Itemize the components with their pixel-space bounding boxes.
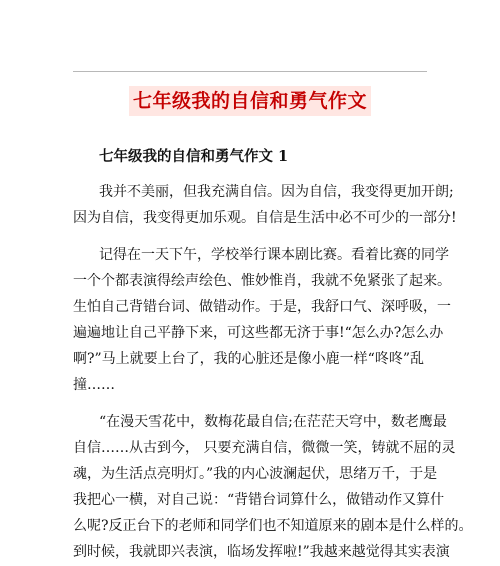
paragraph-2-line-4: 遍遍地让自己平静下来，可这些都无济于事!“怎么办?怎么办 [73, 325, 444, 341]
paragraph-3-line-1: “在漫天雪花中，数梅花最自信;在茫茫天穹中，数老鹰最 [99, 414, 447, 430]
paragraph-2-line-5: 啊?”马上就要上台了，我的心脏还是像小鹿一样“咚咚”乱 [73, 351, 424, 367]
paragraph-3-line-6: 到时候，我就即兴表演，临场发挥啦!”我越来越觉得其实表演 [73, 544, 450, 560]
paragraph-1-line-1: 我并不美丽，但我充满自信。因为自信，我变得更加开朗; [99, 184, 454, 200]
title-container [0, 86, 500, 116]
paragraph-3-line-2: 自信……从古到今， 只要充满自信，微微一笑，铸就不屈的灵 [73, 440, 456, 456]
header-divider [73, 71, 427, 72]
paragraph-2-line-6: 撞…… [73, 377, 115, 393]
paragraph-1-line-2: 因为自信，我变得更加乐观。自信是生活中必不可少的一部分! [73, 210, 457, 226]
paragraph-2-line-3: 生怕自己背错台词、做错动作。于是，我舒口气、深呼吸，一 [73, 299, 451, 315]
paragraph-2-line-2: 一个个都表演得绘声绘色、惟妙惟肖，我就不免紧张了起来。 [73, 273, 451, 289]
paragraph-3-line-5: 么呢?反正台下的老师和同学们也不知道原来的剧本是什么样的。 [73, 518, 473, 534]
paragraph-3-line-3: 魂，为生活点亮明灯。”我的内心波澜起伏，思绪万千，于是 [73, 466, 438, 482]
paragraph-3-line-4: 我把心一横，对自己说：“背错台词算什么，做错动作又算什 [73, 492, 445, 508]
paragraph-2-line-1: 记得在一天下午，学校举行课本剧比赛。看着比赛的同学 [99, 247, 449, 263]
page-title: 七年级我的自信和勇气作文 [129, 86, 371, 116]
essay-subtitle: 七年级我的自信和勇气作文 1 [99, 148, 289, 165]
